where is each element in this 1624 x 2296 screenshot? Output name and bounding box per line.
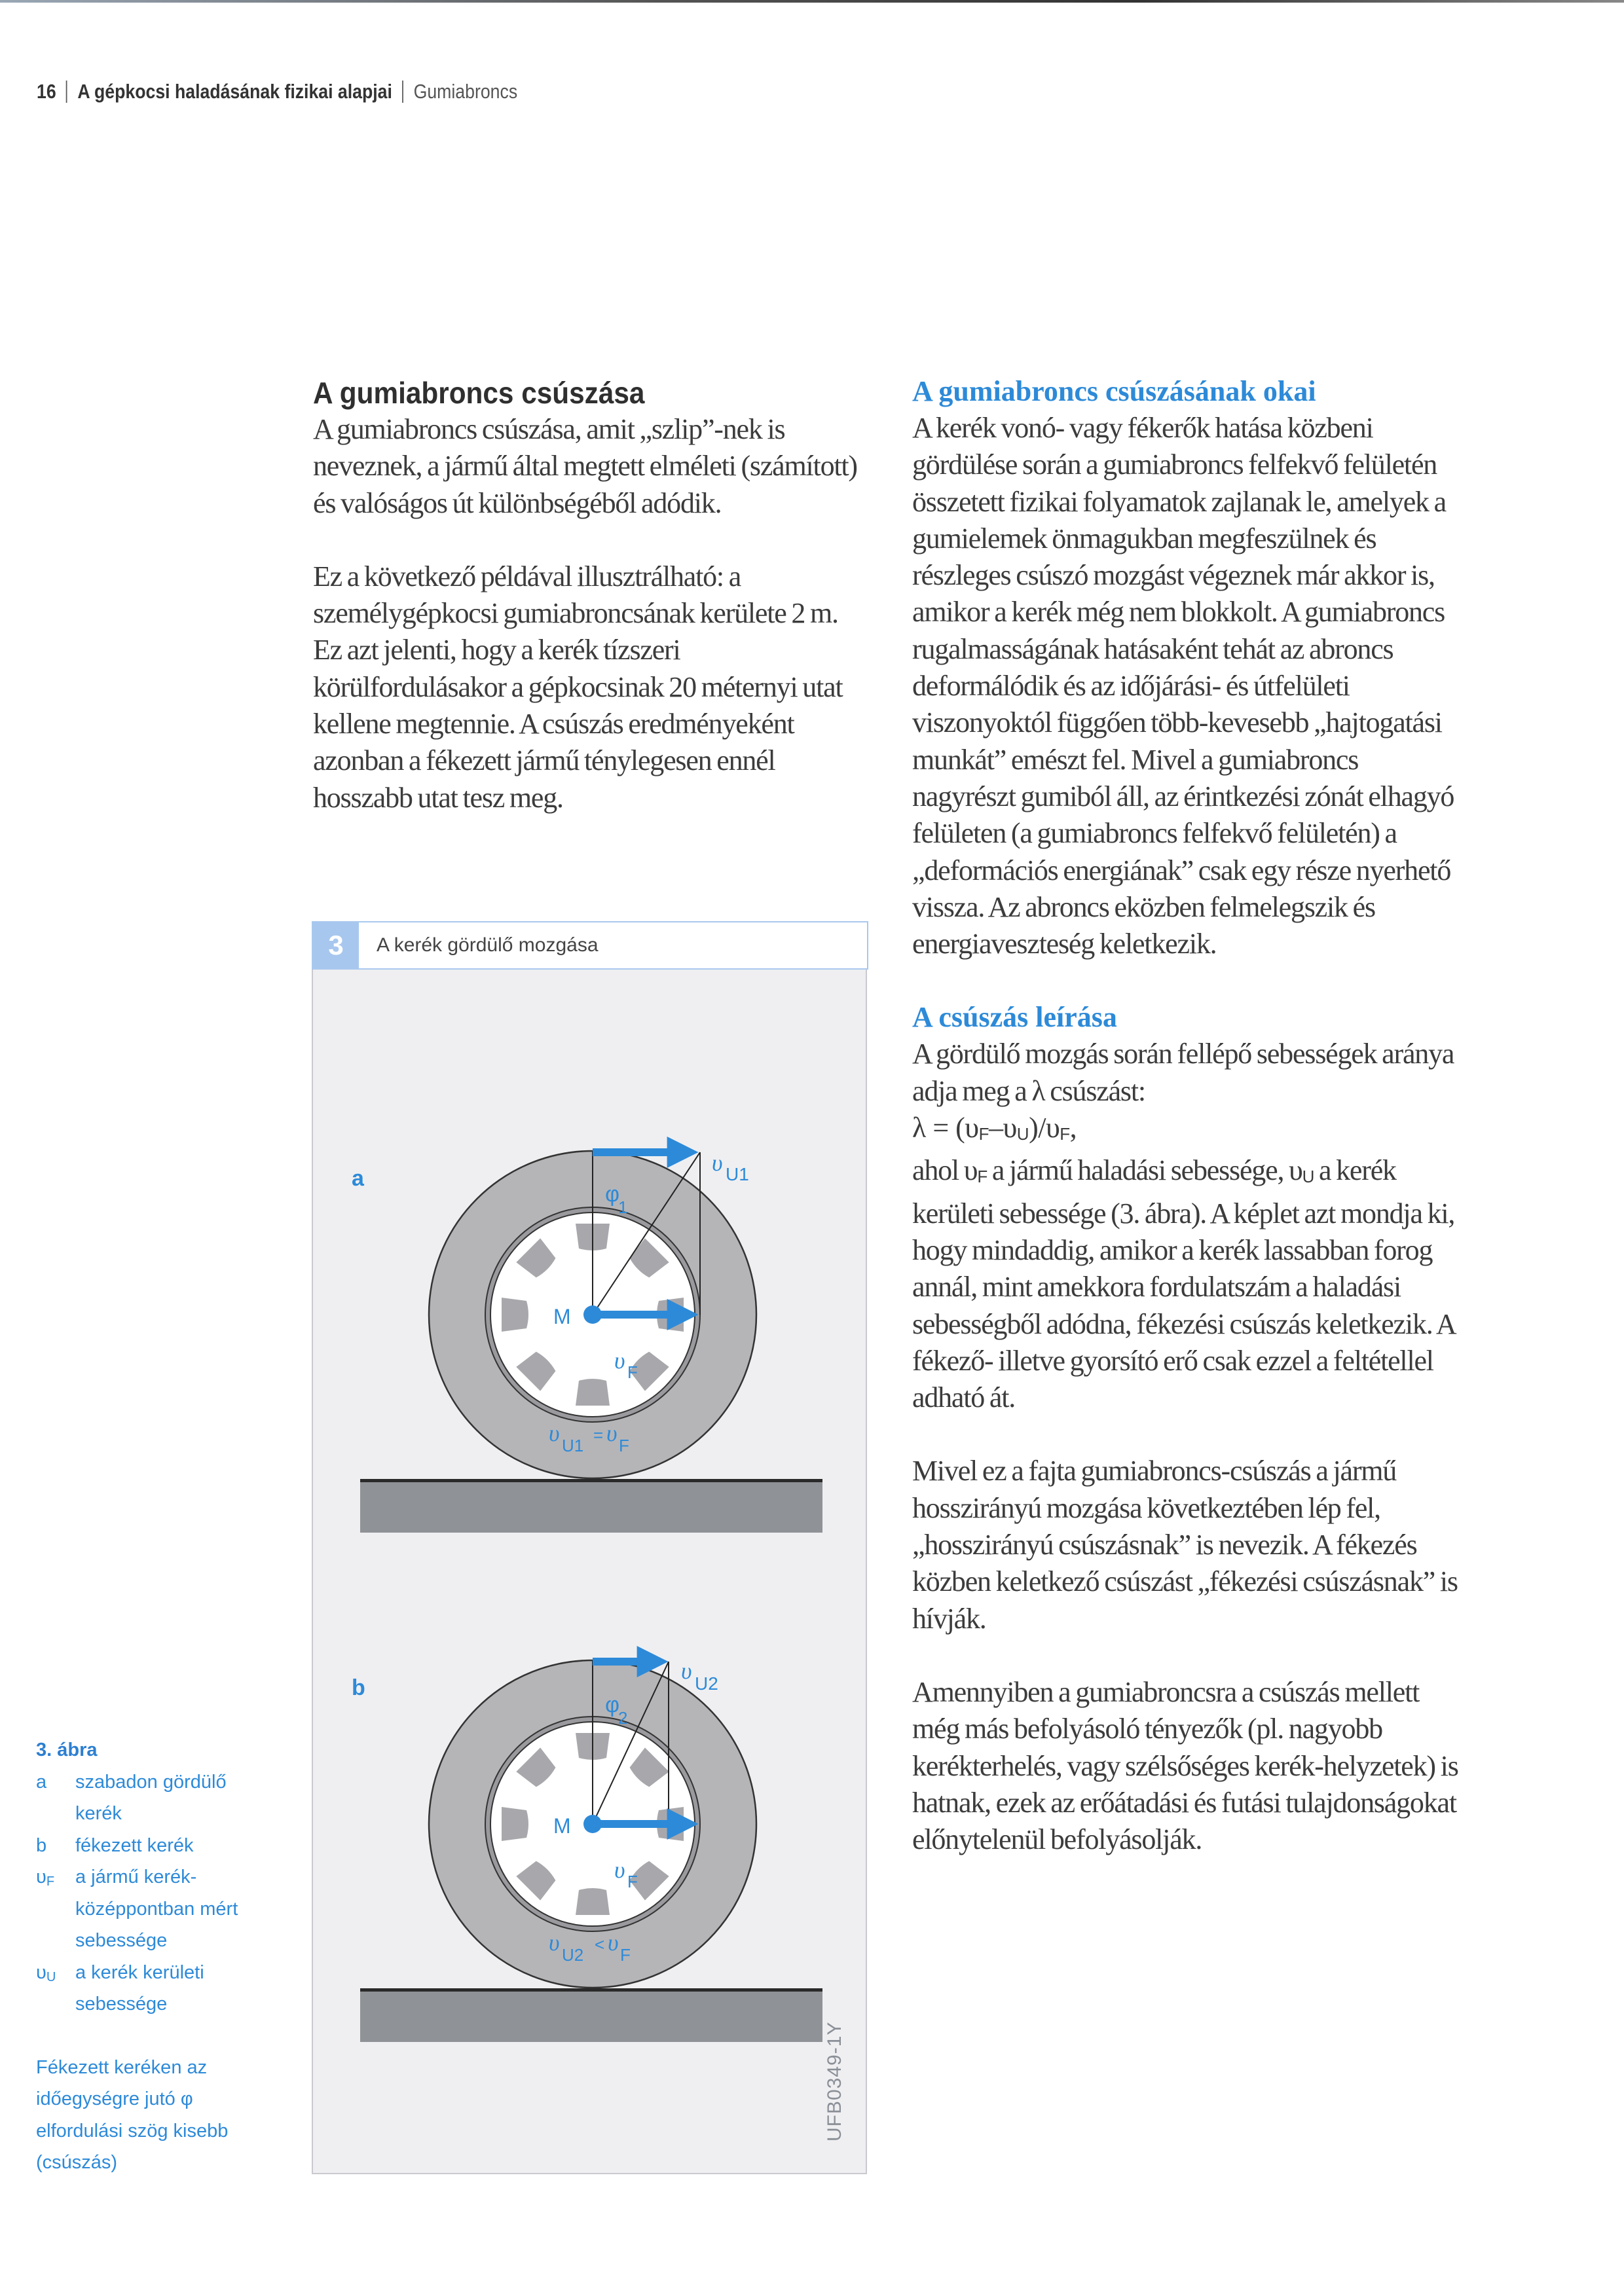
svg-text:2: 2 <box>618 1708 628 1728</box>
svg-text:=: = <box>593 1425 604 1445</box>
paragraph-intro: A gördülő mozgás során fellépő sebességek aránya adja meg a λ csúszást: <box>912 1038 1454 1107</box>
svg-text:M: M <box>553 1305 571 1328</box>
panel-b <box>429 1660 756 1988</box>
figure-code: UFB0349-1Y <box>824 2021 845 2141</box>
svg-text:U2: U2 <box>695 1673 718 1694</box>
caption-item: $\upsilon_U$ a kerék kerületi sebessége <box>36 1961 204 2014</box>
subheading-causes: A gumiabroncs csúszásának okai <box>912 375 1316 407</box>
svg-text:F: F <box>627 1362 638 1382</box>
figure-diagram-area <box>312 970 867 2174</box>
svg-text:φ: φ <box>605 1182 620 1207</box>
svg-text:υ: υ <box>549 1420 560 1446</box>
svg-text:1: 1 <box>618 1197 628 1217</box>
paragraph-example: Ez a következő példával illusztrálható: a személygépkocsi gumiabroncsának kerülete 2 m. Ez azt jelenti, hogy a kerék tízszeri körülfordulásakor a gépkocsinak 20 méternyi utat kellene megtennie. A csúszás eredményeként azonban a fékezett jármű ténylegesen ennél hosszabb utat tesz meg. <box>313 560 843 814</box>
road-b <box>360 1990 822 2042</box>
section-title: Gumiabroncs <box>413 80 518 103</box>
paragraph-definition: A gumiabroncs csúszása, amit „szlip”-nek is neveznek, a jármű által megtett elméleti (számított) és valóságos út különbségéből adódik. <box>313 413 857 519</box>
svg-text:υ: υ <box>549 1929 560 1956</box>
figure-caption <box>36 1734 272 2179</box>
subheading-description: A csúszás leírása <box>912 1001 1117 1034</box>
caption-item: $\upsilon_F$ a jármű kerék-középpontban mért sebessége <box>36 1867 238 1951</box>
paragraph-explanation: ahol $\upsilon_F$ a jármű haladási sebessége, $\upsilon_U$ a kerék kerületi sebessége (3. ábra). A képlet azt mondja ki, hogy mindaddig, amikor a kerék lassabban forog annál, mint amekkora fordulatszám a haladási sebességből adódna, fékezési csúszás keletkezik. A fékező- illetve gyorsító erő csak ezzel a feltétellel adható át. <box>912 1154 1455 1414</box>
svg-text:F: F <box>619 1436 629 1455</box>
running-head <box>37 80 517 103</box>
svg-text:F: F <box>620 1945 631 1965</box>
svg-text:υ: υ <box>608 1929 619 1956</box>
chapter-title: A gépkocsi haladásának fizikai alapjai <box>77 80 392 103</box>
slip-formula: $\lambda = (\upsilon_F-\upsilon_U)/\upsilon_F$, <box>912 1112 1077 1144</box>
panel-a <box>429 1151 756 1478</box>
caption-item: a szabadon gördülő kerék <box>36 1771 227 1824</box>
svg-text:υ: υ <box>712 1150 723 1176</box>
center-point-a <box>583 1305 602 1324</box>
svg-text:U1: U1 <box>726 1164 749 1184</box>
scan-edge-line <box>0 0 1624 3</box>
caption-note: Fékezett keréken az időegységre jutó φ elfordulási szög kisebb (csúszás) <box>36 2056 229 2173</box>
figure-title: A kerék gördülő mozgása <box>377 934 599 956</box>
svg-text:U2: U2 <box>562 1945 584 1965</box>
svg-text:υ: υ <box>681 1658 692 1684</box>
figure-number-badge: 3 <box>313 922 359 968</box>
svg-text:φ: φ <box>605 1692 620 1717</box>
panel-a-label: a <box>352 1166 364 1191</box>
paragraph-longitudinal: Mivel ez a fajta gumiabroncs-csúszás a jármű hosszirányú mozgása következtében lép fel, „hosszirányú csúszásnak” is nevezik. A fékezés közben keletkező csúszást „fékezési csúszásnak” is hívják. <box>912 1455 1458 1635</box>
svg-text:υ: υ <box>606 1420 618 1446</box>
svg-text:υ: υ <box>614 1857 625 1883</box>
divider <box>402 81 403 103</box>
svg-text:U1: U1 <box>562 1436 584 1455</box>
section-heading: A gumiabroncs csúszása <box>313 376 645 410</box>
svg-text:υ: υ <box>614 1347 625 1374</box>
right-text-column <box>912 373 1462 1858</box>
page-number: 16 <box>37 80 56 103</box>
paragraph-causes: A kerék vonó- vagy fékerők hatása közbeni gördülése során a gumiabroncs felfekvő felületén összetett fizikai folyamatok zajlanak le, amelyek a gumielemek önmagukban megfeszülnek és részleges csúszó mozgást végeznek már akkor is, amikor a kerék még nem blokkolt. A gumiabroncs rugalmasságának hatásaként tehát az abroncs deformálódik és az időjárási- és útfelületi viszonyoktól függően több-kevesebb „hajtogatási munkát” emészt fel. Mivel a gumiabroncs nagyrészt gumiból áll, az érintkezési zónát elhagyó felületen (a gumiabroncs felfekvő felületén) a „deformációs energiának” csak egy része nyerhető vissza. Az abroncs eközben felmelegszik és energiaveszteség keletkezik. <box>912 412 1454 960</box>
paragraph-factors: Amennyiben a gumiabroncsra a csúszás mellett még más befolyásoló tényezők (pl. nagyobb kerékterhelés, vagy szélsőséges kerék-helyzetek) is hatnak, ezek az erőátadási és futási tulajdonságokat előnytelenül befolyásolják. <box>912 1675 1458 1856</box>
road-a <box>360 1480 822 1533</box>
panel-b-label: b <box>352 1675 365 1700</box>
caption-title: 3. ábra <box>36 1740 98 1760</box>
main-text-column <box>313 374 870 816</box>
svg-text:<: < <box>595 1935 605 1954</box>
figure-3 <box>312 921 868 2175</box>
wheel-diagram <box>313 970 868 2174</box>
svg-text:M: M <box>553 1814 571 1838</box>
caption-item: b fékezett kerék <box>36 1834 194 1856</box>
figure-header <box>312 921 868 970</box>
divider <box>66 81 67 103</box>
center-point-b <box>583 1815 602 1833</box>
svg-text:F: F <box>627 1872 638 1891</box>
